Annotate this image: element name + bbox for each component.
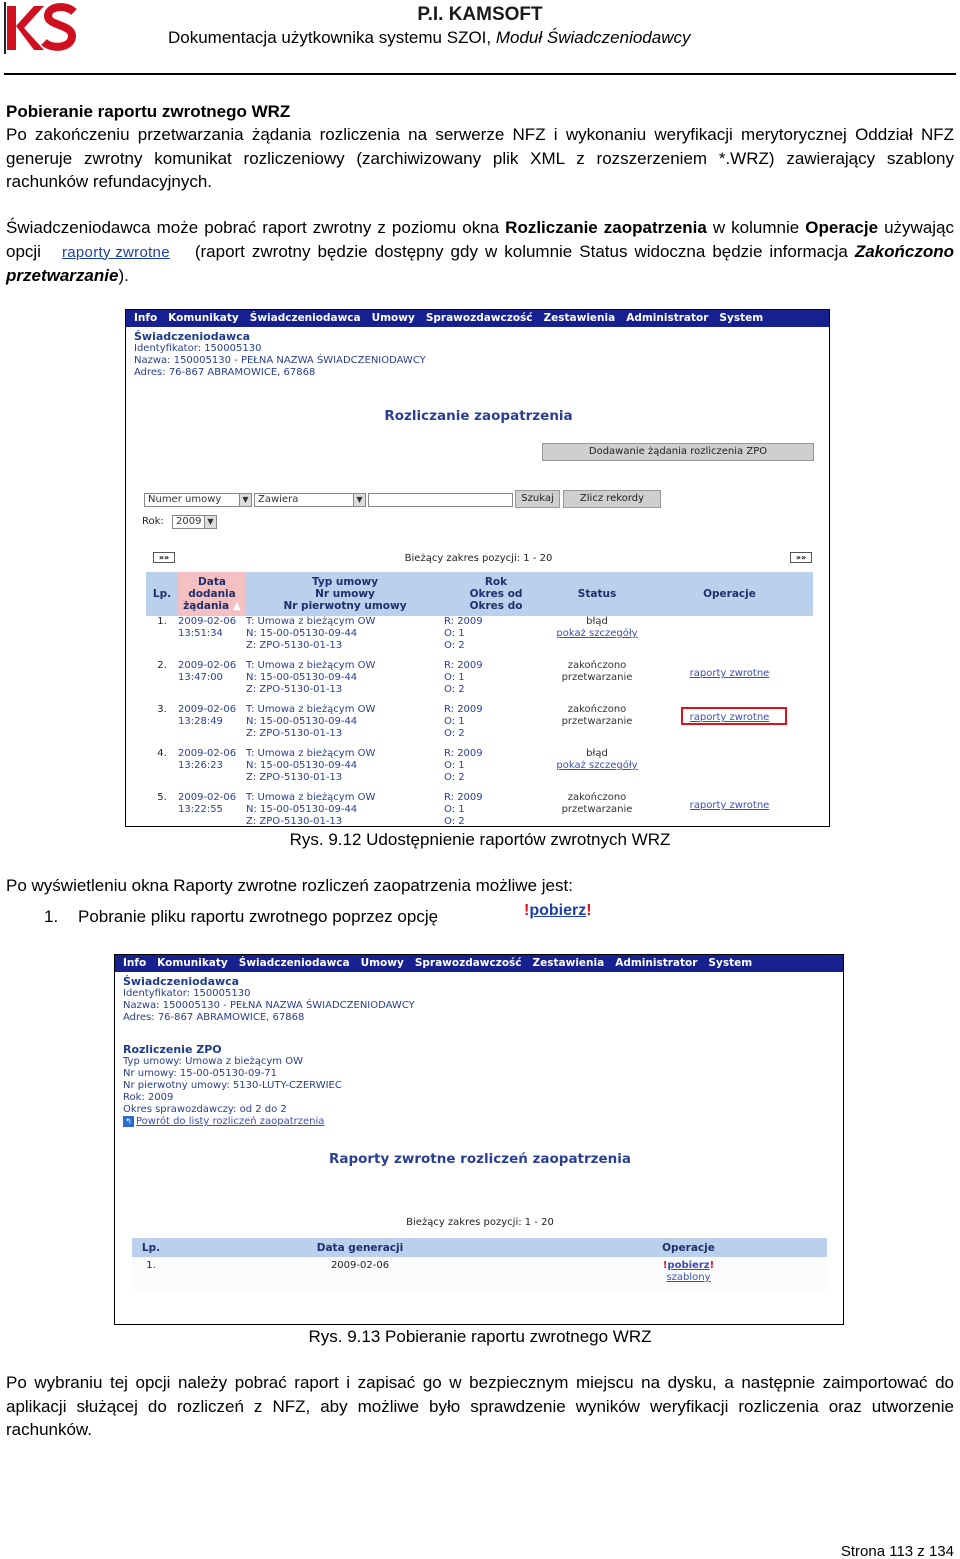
menu-swiadczeniodawca[interactable]: Świadczeniodawca	[238, 957, 350, 969]
menu-komunikaty[interactable]: Komunikaty	[168, 312, 239, 324]
row-status: zakończono przetwarzanie	[561, 704, 633, 727]
add-settlement-request-button[interactable]: Dodawanie żądania rozliczenia ZPO	[542, 443, 814, 461]
menu-zestawienia[interactable]: Zestawienia	[543, 312, 616, 324]
table-row	[146, 660, 813, 704]
table-row	[146, 616, 813, 660]
row-lp: 2.	[157, 660, 167, 671]
row-status: zakończono przetwarzanie	[561, 792, 633, 815]
settlement-info: Rozliczenie ZPO Typ umowy: Umowa z bieżącym OW Nr umowy: 15-00-05130-09-71 Nr pierwotny umowy: 5130-LUTY-CZERWIEC Rok: 2009 Okres sprawozdawczy: od 2 do 2 ↰ Powrót do listy rozliczeń zaopatrzenia	[115, 1024, 843, 1128]
menu-system[interactable]: System	[719, 312, 764, 324]
return-reports-link[interactable]: raporty zwrotne	[689, 712, 770, 723]
section-title: Pobieranie raportu zwrotnego WRZ	[6, 102, 291, 121]
next-page-left-button[interactable]: »»	[153, 552, 175, 563]
next-page-right-button[interactable]: »»	[790, 552, 812, 563]
table-row	[146, 748, 813, 792]
col-operations: Operacje	[646, 572, 813, 616]
chevron-down-icon: ▼	[204, 516, 216, 528]
row-operations	[646, 748, 813, 792]
col-contract[interactable]: Typ umowy Nr umowy Nr pierwotny umowy	[246, 572, 444, 616]
paragraph-options: Po wyświetleniu okna Raporty zwrotne rozliczeń zaopatrzenia możliwe jest:	[6, 876, 573, 895]
row-lp: 5.	[157, 792, 167, 803]
row-contract: T: Umowa z bieżącym OW N: 15-00-05130-09-44 Z: ZPO-5130-01-13	[246, 616, 376, 651]
row-period: R: 2009 O: 1 O: 2	[444, 748, 483, 783]
show-details-link[interactable]: pokaż szczegóły	[556, 760, 638, 771]
page-title: Raporty zwrotne rozliczeń zaopatrzenia	[328, 1151, 632, 1167]
col-lp: Lp.	[132, 1238, 170, 1257]
return-reports-table	[132, 1238, 827, 1291]
year-select[interactable]: 2009 ▼	[172, 515, 217, 529]
table-row	[146, 792, 813, 827]
col-date-sorted[interactable]: Data dodania żądania ▲	[178, 572, 246, 616]
row-lp: 4.	[157, 748, 167, 759]
filter-field-select[interactable]: Numer umowy ▼	[144, 493, 252, 507]
warning-icon: !	[586, 902, 592, 919]
table-row: 1. 2009-02-06 !pobierz! szablony	[132, 1257, 827, 1291]
row-operations	[646, 792, 813, 827]
row-date: 2009-02-06 13:26:23	[178, 748, 237, 771]
company-name: P.I. KAMSOFT	[417, 4, 543, 25]
return-reports-link[interactable]: raporty zwrotne	[689, 800, 770, 811]
settlements-table	[146, 572, 813, 827]
menu-administrator[interactable]: Administrator	[626, 312, 709, 324]
row-date: 2009-02-06 13:51:34	[178, 616, 237, 639]
list-item-1: 1. Pobranie pliku raportu zwrotnego poprzez opcję	[44, 907, 439, 926]
pobierz-option-inline[interactable]: !pobierz!	[524, 902, 592, 919]
pager-range: Bieżący zakres pozycji: 1 - 20	[404, 553, 553, 564]
chevron-down-icon: ▼	[239, 494, 251, 506]
chevron-down-icon: ▼	[353, 494, 365, 506]
menu-info[interactable]: Info	[123, 957, 147, 969]
menu-administrator[interactable]: Administrator	[615, 957, 698, 969]
main-menu	[115, 955, 843, 972]
menu-sprawozdawczosc[interactable]: Sprawozdawczość	[425, 312, 533, 324]
filter-operator-select[interactable]: Zawiera ▼	[254, 493, 366, 507]
raporty-zwrotne-link[interactable]: raporty zwrotne	[61, 243, 170, 261]
col-generation-date: Data generacji	[170, 1238, 550, 1257]
paragraph-final: Po wybraniu tej opcji należy pobrać raport i zapisać go w bezpiecznym miejscu na dysku, a następnie zaimportować do aplikacji służącej do rozliczeń z NFZ, aby możliwe było sprawdzenie wyników weryfikacji rozliczenia oraz utworzenie rachunków.	[6, 1373, 954, 1439]
col-lp: Lp.	[146, 572, 178, 616]
row-contract: T: Umowa z bieżącym OW N: 15-00-05130-09-44 Z: ZPO-5130-01-13	[246, 748, 376, 783]
col-year-period[interactable]: Rok Okres od Okres do	[444, 572, 548, 616]
row-contract: T: Umowa z bieżącym OW N: 15-00-05130-09-44 Z: ZPO-5130-01-13	[246, 792, 376, 827]
row-lp: 1.	[157, 616, 167, 627]
row-period: R: 2009 O: 1 O: 2	[444, 616, 483, 651]
warning-icon: !	[524, 902, 530, 919]
menu-zestawienia[interactable]: Zestawienia	[532, 957, 605, 969]
menu-system[interactable]: System	[708, 957, 753, 969]
menu-swiadczeniodawca[interactable]: Świadczeniodawca	[249, 312, 361, 324]
col-status[interactable]: Status	[548, 572, 646, 616]
provider-info: Świadczeniodawca Identyfikator: 150005130 Nazwa: 150005130 - PEŁNA NAZWA ŚWIADCZENIODAWCY Adres: 76-867 ABRAMOWICE, 67868	[134, 330, 426, 378]
menu-umowy[interactable]: Umowy	[371, 312, 415, 324]
row-contract: T: Umowa z bieżącym OW N: 15-00-05130-09-44 Z: ZPO-5130-01-13	[246, 660, 376, 695]
row-date: 2009-02-06 13:28:49	[178, 704, 237, 727]
highlight-frame	[681, 707, 787, 725]
warning-icon: !	[662, 1260, 668, 1271]
paragraph-intro: Po zakończeniu przetwarzania żądania rozliczenia na serwerze NFZ i wykonaniu weryfikacji merytorycznej Oddział NFZ generuje zwrotny komunikat rozliczeniowy (zarchiwizowany plik XML z rozszerzeniem *.WRZ) zawierający szablony rachunków refundacyjnych.	[6, 125, 954, 191]
pobierz-link[interactable]: !pobierz!	[662, 1260, 715, 1271]
menu-sprawozdawczosc[interactable]: Sprawozdawczość	[414, 957, 522, 969]
menu-komunikaty[interactable]: Komunikaty	[157, 957, 228, 969]
row-contract: T: Umowa z bieżącym OW N: 15-00-05130-09-44 Z: ZPO-5130-01-13	[246, 704, 376, 739]
document-subtitle: Dokumentacja użytkownika systemu SZOI, Moduł Świadczeniodawcy	[168, 28, 691, 47]
menu-info[interactable]: Info	[134, 312, 158, 324]
row-status: błąd pokaż szczegóły	[548, 748, 646, 792]
row-period: R: 2009 O: 1 O: 2	[444, 704, 483, 739]
row-operations	[646, 616, 813, 660]
col-operations: Operacje	[550, 1238, 827, 1257]
count-records-button[interactable]: Zlicz rekordy	[563, 490, 661, 508]
back-arrow-icon: ↰	[123, 1116, 134, 1127]
row-date: 2009-02-06 13:47:00	[178, 660, 237, 683]
page-title: Rozliczanie zaopatrzenia	[384, 408, 573, 424]
menu-umowy[interactable]: Umowy	[360, 957, 404, 969]
screenshot-return-reports	[114, 954, 844, 1325]
search-button[interactable]: Szukaj	[515, 490, 560, 508]
screenshot-settlement-list	[125, 309, 830, 827]
year-label: Rok:	[142, 516, 164, 527]
row-status: błąd pokaż szczegóły	[548, 616, 646, 660]
sort-arrow-icon: ▲	[232, 600, 241, 612]
paragraph-instructions: Świadczeniodawca może pobrać raport zwrotny z poziomu okna Rozliczanie zaopatrzenia w kolumnie Operacje używając opcji raporty zwrotne (raport zwrotny będzie dostępny gdy w kolumnie Status widoczna będzie informacja Zakończono przetwarzanie).	[6, 218, 955, 285]
row-status: zakończono przetwarzanie	[561, 660, 633, 683]
row-period: R: 2009 O: 1 O: 2	[444, 660, 483, 695]
row-operations	[646, 660, 813, 704]
pager-range: Bieżący zakres pozycji: 1 - 20	[406, 1217, 554, 1228]
main-menu	[126, 310, 829, 327]
row-date: 2009-02-06 13:22:55	[178, 792, 237, 815]
back-link[interactable]: ↰ Powrót do listy rozliczeń zaopatrzenia	[123, 1116, 843, 1128]
szablony-link[interactable]: szablony	[666, 1272, 711, 1283]
figure-caption-2: Rys. 9.13 Pobieranie raportu zwrotnego WRZ	[308, 1327, 652, 1346]
return-reports-link[interactable]: raporty zwrotne	[689, 668, 770, 679]
header-divider	[4, 73, 956, 75]
warning-icon: !	[709, 1260, 715, 1271]
row-lp: 3.	[157, 704, 167, 715]
figure-caption-1: Rys. 9.12 Udostępnienie raportów zwrotnych WRZ	[289, 830, 671, 849]
provider-info: Świadczeniodawca Identyfikator: 150005130 Nazwa: 150005130 - PEŁNA NAZWA ŚWIADCZENIODAWCY Adres: 76-867 ABRAMOWICE, 67868	[123, 975, 415, 1023]
show-details-link[interactable]: pokaż szczegóły	[556, 628, 638, 639]
row-period: R: 2009 O: 1 O: 2	[444, 792, 483, 827]
page-number: Strona 113 z 134	[840, 1543, 954, 1559]
filter-value-input[interactable]	[368, 493, 513, 507]
